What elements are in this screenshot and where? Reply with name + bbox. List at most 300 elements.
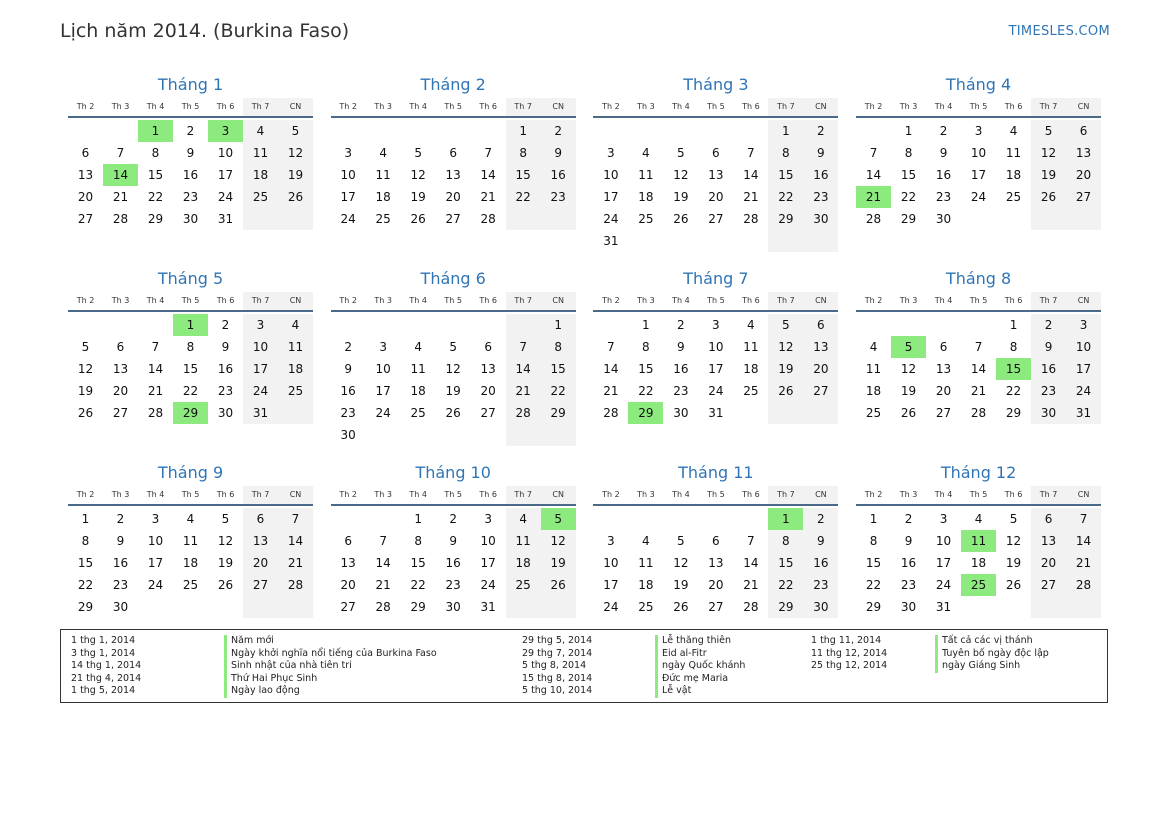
day-cell[interactable]: 22 bbox=[506, 186, 541, 208]
day-cell[interactable]: 28 bbox=[147, 406, 164, 420]
day-cell[interactable]: 8 bbox=[541, 336, 576, 358]
day-cell[interactable]: 17 bbox=[375, 384, 391, 398]
day-cell[interactable]: 23 bbox=[541, 186, 576, 208]
day-cell[interactable]: 17 bbox=[708, 362, 724, 376]
day-cell[interactable]: 7 bbox=[116, 146, 125, 160]
day-cell[interactable]: 4 bbox=[747, 318, 755, 332]
day-cell[interactable]: 10 bbox=[935, 534, 952, 548]
day-cell[interactable]: 13 bbox=[480, 362, 496, 376]
day-cell[interactable]: 19 bbox=[217, 556, 234, 570]
day-cell[interactable]: 2 bbox=[904, 512, 913, 526]
day-cell[interactable]: 30 bbox=[900, 600, 917, 614]
day-cell[interactable]: 16 bbox=[217, 362, 234, 376]
day-cell[interactable]: 16 bbox=[1031, 358, 1066, 380]
day-cell[interactable]: 21 bbox=[743, 190, 759, 204]
day-cell[interactable]: 8 bbox=[768, 530, 803, 552]
day-cell[interactable]: 27 bbox=[708, 600, 724, 614]
day-cell[interactable]: 19 bbox=[541, 552, 576, 574]
day-cell[interactable]: 12 bbox=[410, 168, 426, 182]
day-cell[interactable]: 15 bbox=[900, 168, 917, 182]
day-cell[interactable]: 2 bbox=[1031, 314, 1066, 336]
day-cell[interactable]: 26 bbox=[278, 186, 313, 208]
day-cell[interactable]: 16 bbox=[673, 362, 689, 376]
day-cell[interactable]: 21 bbox=[970, 384, 987, 398]
day-cell[interactable]: 11 bbox=[182, 534, 199, 548]
day-cell[interactable]: 21 bbox=[147, 384, 164, 398]
day-cell[interactable]: 16 bbox=[182, 168, 199, 182]
day-cell[interactable]: 14 bbox=[506, 358, 541, 380]
day-cell[interactable]: 9 bbox=[677, 340, 685, 354]
day-cell[interactable]: 14 bbox=[480, 168, 496, 182]
day-cell[interactable]: 17 bbox=[1066, 358, 1101, 380]
day-cell[interactable]: 6 bbox=[939, 340, 948, 354]
day-cell[interactable]: 2 bbox=[186, 124, 195, 138]
day-cell[interactable]: 11 bbox=[638, 168, 654, 182]
day-cell[interactable]: 23 bbox=[803, 186, 838, 208]
day-cell[interactable]: 5 bbox=[768, 314, 803, 336]
day-cell[interactable]: 9 bbox=[344, 362, 352, 376]
day-cell[interactable]: 30 bbox=[217, 406, 234, 420]
day-cell[interactable]: 29 bbox=[1005, 406, 1022, 420]
day-cell[interactable]: 2 bbox=[803, 508, 838, 530]
day-cell[interactable]: 29 bbox=[541, 402, 576, 424]
day-cell[interactable]: 15 bbox=[638, 362, 654, 376]
day-cell[interactable]: 27 bbox=[445, 212, 461, 226]
holiday-day-cell[interactable]: 5 bbox=[891, 336, 926, 358]
day-cell[interactable]: 26 bbox=[900, 406, 917, 420]
day-cell[interactable]: 11 bbox=[743, 340, 759, 354]
day-cell[interactable]: 3 bbox=[607, 534, 615, 548]
day-cell[interactable]: 1 bbox=[869, 512, 878, 526]
day-cell[interactable]: 15 bbox=[77, 556, 94, 570]
day-cell[interactable]: 3 bbox=[974, 124, 983, 138]
day-cell[interactable]: 11 bbox=[638, 556, 654, 570]
day-cell[interactable]: 20 bbox=[1031, 552, 1066, 574]
day-cell[interactable]: 6 bbox=[1031, 508, 1066, 530]
day-cell[interactable]: 1 bbox=[768, 120, 803, 142]
day-cell[interactable]: 23 bbox=[1031, 380, 1066, 402]
day-cell[interactable]: 2 bbox=[449, 512, 457, 526]
day-cell[interactable]: 20 bbox=[445, 190, 461, 204]
day-cell[interactable]: 27 bbox=[112, 406, 129, 420]
holiday-day-cell[interactable]: 1 bbox=[173, 314, 208, 336]
holiday-day-cell[interactable]: 29 bbox=[173, 402, 208, 424]
day-cell[interactable]: 20 bbox=[77, 190, 94, 204]
day-cell[interactable]: 24 bbox=[970, 190, 987, 204]
day-cell[interactable]: 9 bbox=[541, 142, 576, 164]
day-cell[interactable]: 3 bbox=[939, 512, 948, 526]
day-cell[interactable]: 18 bbox=[506, 552, 541, 574]
holiday-day-cell[interactable]: 11 bbox=[961, 530, 996, 552]
day-cell[interactable]: 13 bbox=[1066, 142, 1101, 164]
day-cell[interactable]: 17 bbox=[935, 556, 952, 570]
site-link[interactable]: TIMESLES.COM bbox=[1008, 24, 1110, 39]
day-cell[interactable]: 13 bbox=[708, 556, 724, 570]
day-cell[interactable]: 10 bbox=[480, 534, 496, 548]
day-cell[interactable]: 1 bbox=[1009, 318, 1018, 332]
day-cell[interactable]: 7 bbox=[747, 146, 755, 160]
day-cell[interactable]: 14 bbox=[375, 556, 391, 570]
day-cell[interactable]: 17 bbox=[340, 190, 356, 204]
day-cell[interactable]: 27 bbox=[1066, 186, 1101, 208]
day-cell[interactable]: 15 bbox=[182, 362, 199, 376]
day-cell[interactable]: 10 bbox=[217, 146, 234, 160]
holiday-day-cell[interactable]: 1 bbox=[768, 508, 803, 530]
day-cell[interactable]: 23 bbox=[340, 406, 356, 420]
day-cell[interactable]: 2 bbox=[344, 340, 352, 354]
holiday-day-cell[interactable]: 1 bbox=[138, 120, 173, 142]
day-cell[interactable]: 2 bbox=[939, 124, 948, 138]
day-cell[interactable]: 7 bbox=[607, 340, 615, 354]
day-cell[interactable]: 7 bbox=[151, 340, 160, 354]
day-cell[interactable]: 23 bbox=[182, 190, 199, 204]
day-cell[interactable]: 12 bbox=[77, 362, 94, 376]
day-cell[interactable]: 28 bbox=[1066, 574, 1101, 596]
day-cell[interactable]: 12 bbox=[673, 556, 689, 570]
day-cell[interactable]: 31 bbox=[603, 234, 619, 248]
day-cell[interactable]: 16 bbox=[445, 556, 461, 570]
day-cell[interactable]: 6 bbox=[712, 146, 720, 160]
day-cell[interactable]: 25 bbox=[506, 574, 541, 596]
day-cell[interactable]: 29 bbox=[410, 600, 426, 614]
day-cell[interactable]: 10 bbox=[603, 556, 619, 570]
day-cell[interactable]: 18 bbox=[638, 190, 654, 204]
day-cell[interactable]: 23 bbox=[112, 578, 129, 592]
day-cell[interactable]: 17 bbox=[603, 190, 619, 204]
day-cell[interactable]: 27 bbox=[708, 212, 724, 226]
day-cell[interactable]: 14 bbox=[743, 168, 759, 182]
day-cell[interactable]: 19 bbox=[768, 358, 803, 380]
day-cell[interactable]: 22 bbox=[1005, 384, 1022, 398]
day-cell[interactable]: 6 bbox=[1066, 120, 1101, 142]
day-cell[interactable]: 26 bbox=[410, 212, 426, 226]
day-cell[interactable]: 26 bbox=[77, 406, 94, 420]
day-cell[interactable]: 18 bbox=[743, 362, 759, 376]
day-cell[interactable]: 18 bbox=[182, 556, 199, 570]
day-cell[interactable]: 30 bbox=[445, 600, 461, 614]
day-cell[interactable]: 22 bbox=[768, 186, 803, 208]
day-cell[interactable]: 4 bbox=[869, 340, 878, 354]
day-cell[interactable]: 3 bbox=[243, 314, 278, 336]
day-cell[interactable]: 16 bbox=[803, 552, 838, 574]
day-cell[interactable]: 2 bbox=[116, 512, 125, 526]
day-cell[interactable]: 20 bbox=[803, 358, 838, 380]
day-cell[interactable]: 19 bbox=[673, 190, 689, 204]
day-cell[interactable]: 18 bbox=[865, 384, 882, 398]
day-cell[interactable]: 7 bbox=[747, 534, 755, 548]
day-cell[interactable]: 21 bbox=[278, 552, 313, 574]
day-cell[interactable]: 14 bbox=[970, 362, 987, 376]
day-cell[interactable]: 17 bbox=[480, 556, 496, 570]
day-cell[interactable]: 8 bbox=[768, 142, 803, 164]
day-cell[interactable]: 23 bbox=[217, 384, 234, 398]
day-cell[interactable]: 10 bbox=[603, 168, 619, 182]
day-cell[interactable]: 24 bbox=[935, 578, 952, 592]
day-cell[interactable]: 7 bbox=[379, 534, 387, 548]
day-cell[interactable]: 7 bbox=[974, 340, 983, 354]
day-cell[interactable]: 24 bbox=[480, 578, 496, 592]
day-cell[interactable]: 28 bbox=[480, 212, 496, 226]
day-cell[interactable]: 2 bbox=[803, 120, 838, 142]
day-cell[interactable]: 9 bbox=[221, 340, 230, 354]
holiday-day-cell[interactable]: 15 bbox=[996, 358, 1031, 380]
day-cell[interactable]: 21 bbox=[1066, 552, 1101, 574]
day-cell[interactable]: 12 bbox=[1005, 534, 1022, 548]
day-cell[interactable]: 30 bbox=[112, 600, 129, 614]
day-cell[interactable]: 24 bbox=[340, 212, 356, 226]
day-cell[interactable]: 3 bbox=[484, 512, 492, 526]
day-cell[interactable]: 15 bbox=[865, 556, 882, 570]
day-cell[interactable]: 18 bbox=[278, 358, 313, 380]
day-cell[interactable]: 9 bbox=[904, 534, 913, 548]
day-cell[interactable]: 26 bbox=[445, 406, 461, 420]
day-cell[interactable]: 19 bbox=[1031, 164, 1066, 186]
day-cell[interactable]: 21 bbox=[743, 578, 759, 592]
day-cell[interactable]: 27 bbox=[340, 600, 356, 614]
day-cell[interactable]: 11 bbox=[243, 142, 278, 164]
day-cell[interactable]: 25 bbox=[410, 406, 426, 420]
day-cell[interactable]: 3 bbox=[607, 146, 615, 160]
day-cell[interactable]: 28 bbox=[603, 406, 619, 420]
day-cell[interactable]: 28 bbox=[865, 212, 882, 226]
holiday-day-cell[interactable]: 25 bbox=[961, 574, 996, 596]
day-cell[interactable]: 26 bbox=[1005, 578, 1022, 592]
day-cell[interactable]: 15 bbox=[541, 358, 576, 380]
day-cell[interactable]: 9 bbox=[803, 142, 838, 164]
day-cell[interactable]: 31 bbox=[480, 600, 496, 614]
day-cell[interactable]: 5 bbox=[414, 146, 422, 160]
day-cell[interactable]: 14 bbox=[147, 362, 164, 376]
day-cell[interactable]: 18 bbox=[970, 556, 987, 570]
day-cell[interactable]: 8 bbox=[151, 146, 160, 160]
day-cell[interactable]: 5 bbox=[221, 512, 230, 526]
day-cell[interactable]: 30 bbox=[182, 212, 199, 226]
day-cell[interactable]: 4 bbox=[974, 512, 983, 526]
day-cell[interactable]: 8 bbox=[1009, 340, 1018, 354]
day-cell[interactable]: 17 bbox=[243, 358, 278, 380]
day-cell[interactable]: 6 bbox=[484, 340, 492, 354]
day-cell[interactable]: 24 bbox=[147, 578, 164, 592]
day-cell[interactable]: 23 bbox=[803, 574, 838, 596]
day-cell[interactable]: 4 bbox=[506, 508, 541, 530]
day-cell[interactable]: 29 bbox=[147, 212, 164, 226]
day-cell[interactable]: 30 bbox=[935, 212, 952, 226]
day-cell[interactable]: 6 bbox=[449, 146, 457, 160]
day-cell[interactable]: 11 bbox=[375, 168, 391, 182]
day-cell[interactable]: 1 bbox=[506, 120, 541, 142]
day-cell[interactable]: 17 bbox=[970, 168, 987, 182]
day-cell[interactable]: 13 bbox=[77, 168, 94, 182]
day-cell[interactable]: 17 bbox=[217, 168, 234, 182]
day-cell[interactable]: 9 bbox=[1031, 336, 1066, 358]
day-cell[interactable]: 13 bbox=[445, 168, 461, 182]
day-cell[interactable]: 10 bbox=[340, 168, 356, 182]
day-cell[interactable]: 19 bbox=[1005, 556, 1022, 570]
day-cell[interactable]: 30 bbox=[803, 596, 838, 618]
day-cell[interactable]: 21 bbox=[375, 578, 391, 592]
day-cell[interactable]: 2 bbox=[541, 120, 576, 142]
day-cell[interactable]: 31 bbox=[935, 600, 952, 614]
day-cell[interactable]: 26 bbox=[217, 578, 234, 592]
day-cell[interactable]: 15 bbox=[506, 164, 541, 186]
day-cell[interactable]: 12 bbox=[1031, 142, 1066, 164]
day-cell[interactable]: 29 bbox=[77, 600, 94, 614]
day-cell[interactable]: 15 bbox=[147, 168, 164, 182]
day-cell[interactable]: 25 bbox=[278, 380, 313, 402]
day-cell[interactable]: 29 bbox=[768, 208, 803, 230]
day-cell[interactable]: 27 bbox=[1031, 574, 1066, 596]
day-cell[interactable]: 3 bbox=[344, 146, 352, 160]
day-cell[interactable]: 14 bbox=[1066, 530, 1101, 552]
day-cell[interactable]: 25 bbox=[243, 186, 278, 208]
day-cell[interactable]: 18 bbox=[1005, 168, 1022, 182]
day-cell[interactable]: 13 bbox=[935, 362, 952, 376]
day-cell[interactable]: 26 bbox=[673, 600, 689, 614]
day-cell[interactable]: 13 bbox=[708, 168, 724, 182]
day-cell[interactable]: 15 bbox=[410, 556, 426, 570]
day-cell[interactable]: 19 bbox=[445, 384, 461, 398]
day-cell[interactable]: 6 bbox=[243, 508, 278, 530]
day-cell[interactable]: 28 bbox=[506, 402, 541, 424]
day-cell[interactable]: 25 bbox=[375, 212, 391, 226]
day-cell[interactable]: 29 bbox=[768, 596, 803, 618]
day-cell[interactable]: 20 bbox=[480, 384, 496, 398]
day-cell[interactable]: 16 bbox=[112, 556, 129, 570]
holiday-day-cell[interactable]: 3 bbox=[208, 120, 243, 142]
day-cell[interactable]: 7 bbox=[506, 336, 541, 358]
day-cell[interactable]: 18 bbox=[375, 190, 391, 204]
day-cell[interactable]: 4 bbox=[414, 340, 422, 354]
holiday-day-cell[interactable]: 14 bbox=[103, 164, 138, 186]
day-cell[interactable]: 3 bbox=[1066, 314, 1101, 336]
day-cell[interactable]: 2 bbox=[677, 318, 685, 332]
day-cell[interactable]: 11 bbox=[278, 336, 313, 358]
day-cell[interactable]: 21 bbox=[480, 190, 496, 204]
day-cell[interactable]: 19 bbox=[77, 384, 94, 398]
day-cell[interactable]: 8 bbox=[506, 142, 541, 164]
day-cell[interactable]: 20 bbox=[708, 190, 724, 204]
holiday-day-cell[interactable]: 21 bbox=[856, 186, 891, 208]
day-cell[interactable]: 19 bbox=[673, 578, 689, 592]
day-cell[interactable]: 24 bbox=[708, 384, 724, 398]
day-cell[interactable]: 30 bbox=[673, 406, 689, 420]
day-cell[interactable]: 24 bbox=[1066, 380, 1101, 402]
day-cell[interactable]: 31 bbox=[708, 406, 724, 420]
day-cell[interactable]: 12 bbox=[900, 362, 917, 376]
day-cell[interactable]: 5 bbox=[677, 146, 685, 160]
day-cell[interactable]: 20 bbox=[243, 552, 278, 574]
day-cell[interactable]: 22 bbox=[768, 574, 803, 596]
day-cell[interactable]: 27 bbox=[243, 574, 278, 596]
day-cell[interactable]: 12 bbox=[541, 530, 576, 552]
day-cell[interactable]: 20 bbox=[340, 578, 356, 592]
day-cell[interactable]: 24 bbox=[603, 600, 619, 614]
day-cell[interactable]: 22 bbox=[638, 384, 654, 398]
day-cell[interactable]: 27 bbox=[803, 380, 838, 402]
day-cell[interactable]: 15 bbox=[768, 164, 803, 186]
day-cell[interactable]: 3 bbox=[379, 340, 387, 354]
day-cell[interactable]: 16 bbox=[340, 384, 356, 398]
day-cell[interactable]: 7 bbox=[484, 146, 492, 160]
day-cell[interactable]: 30 bbox=[1031, 402, 1066, 424]
day-cell[interactable]: 23 bbox=[445, 578, 461, 592]
day-cell[interactable]: 25 bbox=[638, 212, 654, 226]
day-cell[interactable]: 28 bbox=[375, 600, 391, 614]
day-cell[interactable]: 23 bbox=[900, 578, 917, 592]
day-cell[interactable]: 6 bbox=[803, 314, 838, 336]
holiday-day-cell[interactable]: 29 bbox=[628, 402, 663, 424]
day-cell[interactable]: 7 bbox=[278, 508, 313, 530]
day-cell[interactable]: 13 bbox=[803, 336, 838, 358]
day-cell[interactable]: 14 bbox=[865, 168, 882, 182]
day-cell[interactable]: 30 bbox=[340, 428, 356, 442]
day-cell[interactable]: 5 bbox=[1031, 120, 1066, 142]
day-cell[interactable]: 6 bbox=[712, 534, 720, 548]
day-cell[interactable]: 28 bbox=[970, 406, 987, 420]
day-cell[interactable]: 13 bbox=[1031, 530, 1066, 552]
day-cell[interactable]: 9 bbox=[939, 146, 948, 160]
day-cell[interactable]: 6 bbox=[344, 534, 352, 548]
day-cell[interactable]: 25 bbox=[182, 578, 199, 592]
day-cell[interactable]: 22 bbox=[77, 578, 94, 592]
day-cell[interactable]: 10 bbox=[970, 146, 987, 160]
day-cell[interactable]: 9 bbox=[116, 534, 125, 548]
day-cell[interactable]: 19 bbox=[410, 190, 426, 204]
day-cell[interactable]: 24 bbox=[375, 406, 391, 420]
day-cell[interactable]: 17 bbox=[147, 556, 164, 570]
day-cell[interactable]: 4 bbox=[642, 534, 650, 548]
day-cell[interactable]: 24 bbox=[217, 190, 234, 204]
day-cell[interactable]: 3 bbox=[712, 318, 720, 332]
day-cell[interactable]: 22 bbox=[541, 380, 576, 402]
day-cell[interactable]: 22 bbox=[410, 578, 426, 592]
day-cell[interactable]: 8 bbox=[186, 340, 195, 354]
day-cell[interactable]: 12 bbox=[278, 142, 313, 164]
day-cell[interactable]: 27 bbox=[480, 406, 496, 420]
day-cell[interactable]: 8 bbox=[414, 534, 422, 548]
day-cell[interactable]: 4 bbox=[379, 146, 387, 160]
day-cell[interactable]: 4 bbox=[1009, 124, 1018, 138]
day-cell[interactable]: 21 bbox=[603, 384, 619, 398]
day-cell[interactable]: 23 bbox=[673, 384, 689, 398]
day-cell[interactable]: 25 bbox=[865, 406, 882, 420]
day-cell[interactable]: 13 bbox=[243, 530, 278, 552]
day-cell[interactable]: 1 bbox=[904, 124, 913, 138]
day-cell[interactable]: 10 bbox=[708, 340, 724, 354]
day-cell[interactable]: 29 bbox=[865, 600, 882, 614]
day-cell[interactable]: 7 bbox=[1066, 508, 1101, 530]
day-cell[interactable]: 1 bbox=[541, 314, 576, 336]
day-cell[interactable]: 16 bbox=[803, 164, 838, 186]
day-cell[interactable]: 16 bbox=[900, 556, 917, 570]
day-cell[interactable]: 19 bbox=[278, 164, 313, 186]
day-cell[interactable]: 20 bbox=[112, 384, 129, 398]
day-cell[interactable]: 28 bbox=[278, 574, 313, 596]
day-cell[interactable]: 26 bbox=[541, 574, 576, 596]
day-cell[interactable]: 31 bbox=[1066, 402, 1101, 424]
day-cell[interactable]: 6 bbox=[81, 146, 90, 160]
day-cell[interactable]: 18 bbox=[638, 578, 654, 592]
day-cell[interactable]: 14 bbox=[278, 530, 313, 552]
day-cell[interactable]: 19 bbox=[900, 384, 917, 398]
day-cell[interactable]: 4 bbox=[642, 146, 650, 160]
day-cell[interactable]: 4 bbox=[243, 120, 278, 142]
day-cell[interactable]: 16 bbox=[541, 164, 576, 186]
day-cell[interactable]: 18 bbox=[410, 384, 426, 398]
day-cell[interactable]: 11 bbox=[506, 530, 541, 552]
day-cell[interactable]: 8 bbox=[81, 534, 90, 548]
day-cell[interactable]: 24 bbox=[243, 380, 278, 402]
